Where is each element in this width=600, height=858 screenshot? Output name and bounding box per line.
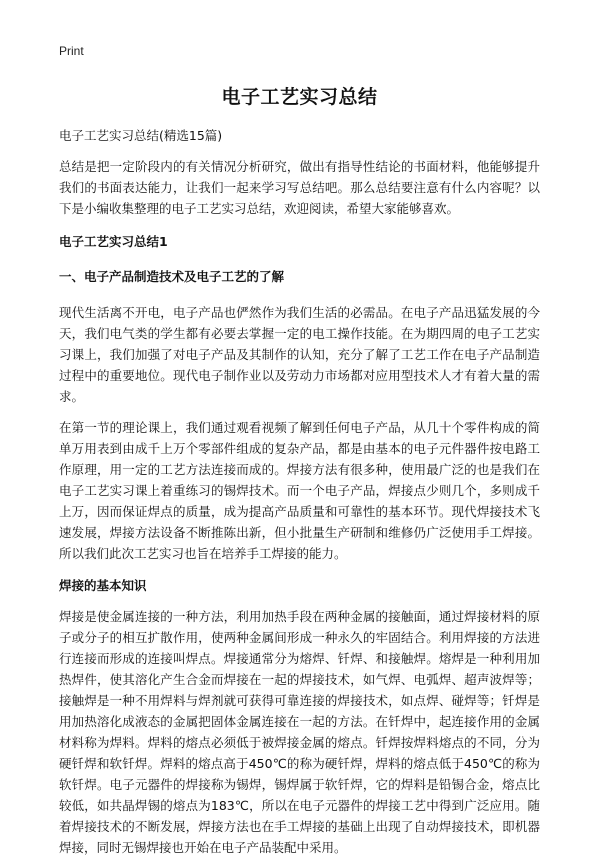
body-paragraph-3: 焊接是使金属连接的一种方法，利用加热手段在两种金属的接触面，通过焊接材料的原子或分子的相互扩散作用，使两种金属间形成一种永久的牢固结合。利用焊接的方法进行连接而形成的连接叫焊点。焊接通常分为熔焊、钎焊、和接触焊。熔焊是一种利用加热焊件，使其溶化产生合金而焊接在一起的焊接技术，如气焊、电弧焊、超声波焊等；接触焊是一种不用焊料与焊剂就可获得可靠连接的焊接技术，如点焊、碰焊等；钎焊是用加热溶化成液态的金属把固体金属连接在一起的方法。在钎焊中，起连接作用的金属材料称为焊料。焊料的熔点必须低于被焊接金属的熔点。钎焊按焊料熔点的不同，分为硬钎焊和软钎焊。焊料的熔点高于450℃的称为硬钎焊，焊料的熔点低于450℃的称为软钎焊。电子元器件的焊接称为锡焊，锡焊属于软钎焊，它的焊料是铅锡合金，熔点比较低，如共晶焊锡的熔点为183℃，所以在电子元器件的焊接工艺中得到广泛应用。随着焊接技术的不断发展，焊接方法也在手工焊接的基础上出现了自动焊接技术，即机器焊接，同时无锡焊接也开始在电子产品装配中采用。 (59, 609, 540, 855)
print-link[interactable]: Print (59, 44, 84, 58)
body-paragraph-1: 现代生活离不开电，电子产品也俨然作为我们生活的必需品。在电子产品迅猛发展的今天，我们电气类的学生都有必要去掌握一定的电工操作技能。在为期四周的电子工艺实习课上，我们加强了对电子产品及其制作的认知，充分了解了工艺工作在电子产品制造过程中的重要地位。现代电子制作业以及劳动力市场都对应用型技术人才有着大量的需求。 (59, 305, 540, 404)
basics-heading: 焊接的基本知识 (59, 578, 147, 593)
document-title: 电子工艺实习总结 (221, 86, 378, 108)
intro-paragraph: 总结是把一定阶段内的有关情况分析研究，做出有指导性结论的书面材料，他能够提升我们的书面表达能力，让我们一起来学习写总结吧。那么总结要注意有什么内容呢？以下是小编收集整理的电子工艺实习总结，欢迎阅读，希望大家能够喜欢。 (59, 159, 540, 216)
body-paragraph-2: 在第一节的理论课上，我们通过观看视频了解到任何电子产品，从几十个零件构成的简单万用表到由成千上万个零部件组成的复杂产品，都是由基本的电子元件器件按电路工作原理，用一定的工艺方法连接而成的。焊接方法有很多种，使用最广泛的也是我们在电子工艺实习课上着重练习的锡焊技术。而一个电子产品，焊接点少则几个，多则成千上万，因而保证焊点的质量，成为提高产品质量和可靠性的基本环节。现代焊接技术飞速发展，焊接方法设备不断推陈出新，但小批量生产研制和维修仍广泛使用手工焊接。所以我们此次工艺实习也旨在培养手工焊接的能力。 (59, 420, 540, 561)
document-subtitle: 电子工艺实习总结(精选15篇) (59, 128, 223, 143)
subsection-heading: 一、电子产品制造技术及电子工艺的了解 (59, 269, 285, 284)
section-heading: 电子工艺实习总结1 (59, 234, 168, 249)
